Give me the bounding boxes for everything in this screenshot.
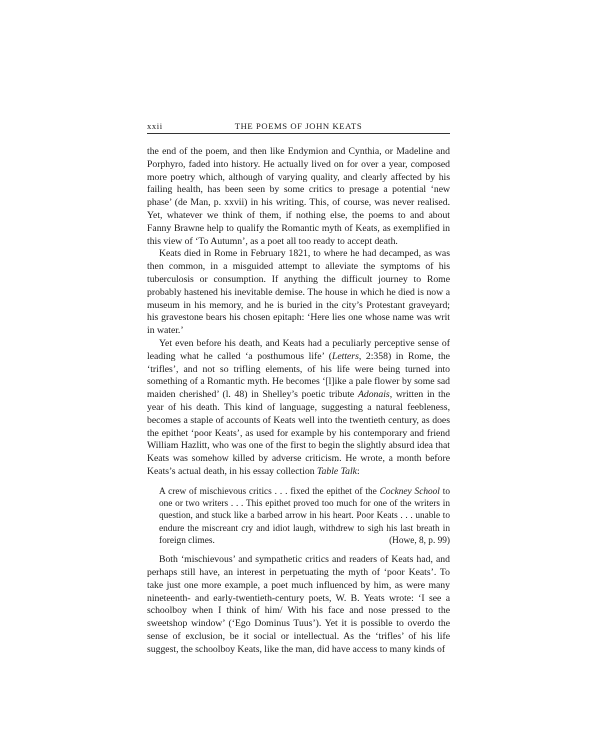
page-number: xxii (147, 121, 163, 131)
running-title: THE POEMS OF JOHN KEATS (234, 121, 363, 131)
paragraph-text: Yet even before his death, and Keats had a peculiarly perceptive sense of leading what he called ‘a posthumous life’ ( (147, 337, 450, 362)
paragraph-3 (147, 338, 450, 479)
paragraph-text: the end of the poem, and then like Endymion and Cynthia, or Madeline and Porphyro, faded into history. He actually lived on for over a year, composed more poetry which, although of varying quality, and clearly affected by his failing health, has been seen by some critics to presage a potential ‘new phase’ (de Man, p. xxvii) in his writing. This, of course, was never realised. Yet, whatever we think of them, if nothing else, the poems to and about Fanny Brawne help to qualify the Romantic myth of Keats, as exemplified in this view of ‘To Autumn’, as a poet all too ready to accept death. (147, 146, 450, 247)
paragraph-text: : (356, 465, 360, 477)
paragraph-1 (147, 146, 450, 248)
paragraph-4 (147, 554, 450, 656)
quote-emphasis: Cockney School (379, 486, 440, 497)
paragraph-text: Keats died in Rome in February 1821, to where he had decamped, as was then common, in a misguided attempt to alleviate the symptoms of his tuberculosis or consumption. If anything the difficult journey to Rome probably hastened his inevitable demise. The house in which he died is now a museum in his memory, and he is buried in the city’s Protestant graveyard; his gravestone bears his chosen epitaph: ‘Here lies one whose name was writ in water.’ (147, 248, 450, 337)
quote-citation: (Howe, 8, p. 99) (389, 535, 450, 546)
italic-title: Letters (331, 350, 359, 362)
paragraph-text: Both ‘mischievous’ and sympathetic critics and readers of Keats had, and perhaps still have, an interest in perpetuating the myth of ‘poor Keats’. To take just one more example, a poet much influenced by him, as were many nineteenth- and early-twentieth-century poets, W. B. Yeats wrote: ‘I see a schoolboy when I think of him/ With his face and nose pressed to the sweetshop window’ (‘Ego Dominus Tuus’). Yet it is possible to overdo the sense of exclusion, be it social or intellectual. As the ‘trifles’ of his life suggest, the schoolboy Keats, like the man, did have access to many kinds of (147, 554, 450, 655)
body-text (147, 146, 450, 657)
block-quote (159, 486, 450, 547)
italic-title: Adonais (357, 389, 390, 401)
quote-text: A crew of mischievous critics . . . fixed the epithet of the (159, 486, 380, 497)
quote-text: to one or two writers . . . This epithet proved too much for one of the writers in question, and stuck like a barbed arrow in his heart. Poor Keats . . . unable to endure the miscreant cry and idiot laugh, withdrew to sigh his last breath in foreign climes. (159, 486, 450, 546)
italic-title: Table Talk (317, 465, 357, 477)
running-head (147, 121, 450, 134)
paragraph-2 (147, 248, 450, 338)
paragraph-text: , 2:358) in Rome, the ‘trifles’, and not so trifling elements, of his life were being turned into something of a Romantic myth. He becomes ‘[l]ike a pale flower by some sad maiden cherished’ (l. 48) in Shelley’s poetic tribute (147, 350, 450, 401)
paragraph-text: , written in the year of his death. This kind of language, suggesting a natural feebleness, becomes a staple of accounts of Keats well into the twentieth century, as does the epithet ‘poor Keats’, as used for example by his contemporary and friend William Hazlitt, who was one of the first to begin the slightly absurd idea that Keats was somehow killed by adverse criticism. He wrote, a month before Keats’s actual death, in his essay collection (147, 389, 451, 477)
